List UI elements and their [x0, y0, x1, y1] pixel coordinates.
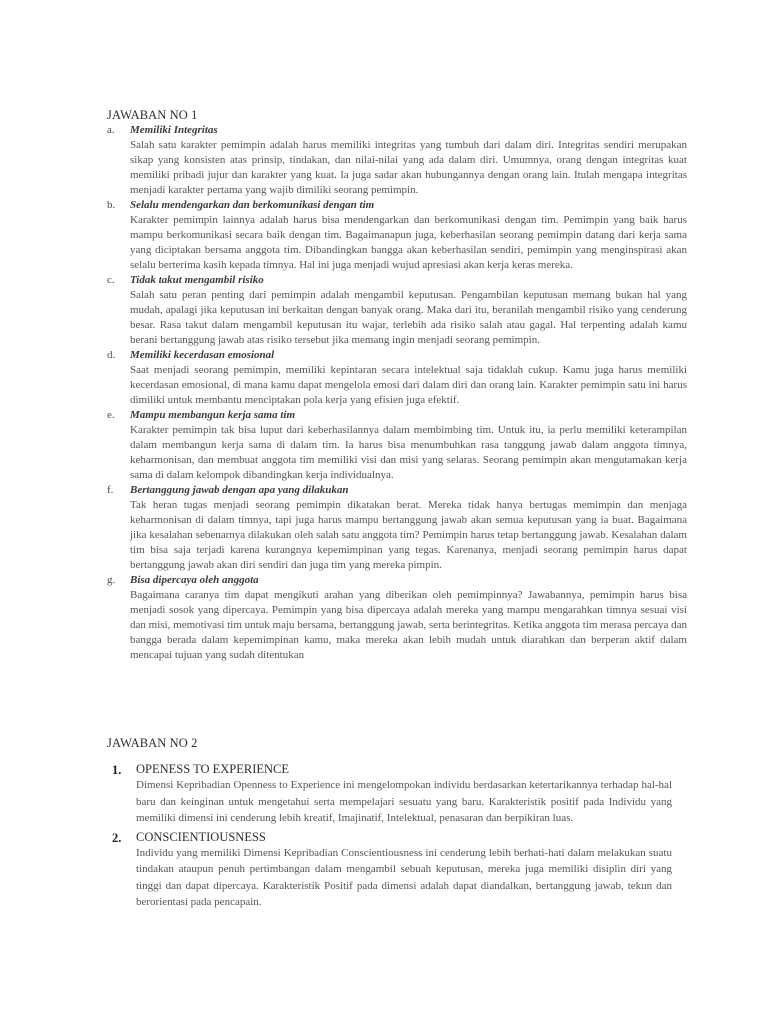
item-title: Memiliki kecerdasan emosional	[130, 349, 275, 361]
section-2-heading: JAWABAN NO 2	[107, 736, 198, 750]
item-body: Karakter pemimpin tak bisa luput dari keberhasilannya dalam membimbing tim. Untuk itu, ia perlu memiliki keterampilan dalam membangun kerja sama di dalam tim. Ia harus bisa menumbuhkan rasa tanggung jawab dalam anggota timnya, keharmonisan, dan membuat anggota tim memiliki visi dan misi yang selaras. Seorang pemimpin akan mengutamakan kerja sama di dalam kelompok dibandingkan kerja individualnya.	[130, 424, 687, 481]
list-marker: 2.	[112, 830, 122, 845]
list-item	[107, 483, 687, 573]
list-item	[107, 198, 687, 273]
item-body: Tak heran tugas menjadi seorang pemimpin dikatakan berat. Mereka tidak hanya bertugas memimpin dan menjaga keharmonisan di dalam timnya, tapi juga harus mampu bertanggung jawab akan semua keputusan yang ia buat. Bagaimana jika kesalahan sebenarnya dilakukan oleh salah satu anggota tim? Pemimpin harus tetap bertanggung jawab. Kesalahan dalam tim bisa saja terjadi karena kurangnya kepemimpinan yang tegas. Karenanya, menjadi seorang pemimpin harus dapat bertanggung jawab akan diri sendiri dan juga tim yang mereka pimpin.	[130, 499, 687, 571]
list-item	[107, 408, 687, 483]
item-body: Dimensi Kepribadian Openness to Experience ini mengelompokan individu berdasarkan ketertarikannya terhadap hal-hal baru dan keinginan untuk mengetahui serta mempelajari sesuatu yang baru. Karakteristik positif pada Individu yang memiliki dimensi ini cenderung lebih kreatif, Imajinatif, Intelektual, penasaran dan berpikiran luas.	[136, 779, 672, 824]
list-item	[107, 273, 687, 348]
item-body: Individu yang memiliki Dimensi Kepribadian Conscientiousness ini cenderung lebih berhati-hati dalam melakukan suatu tindakan ataupun penuh pertimbangan dalam mengambil sebuah keputusan, mereka juga memiliki disiplin diri yang tinggi dan dapat dipercaya. Karakteristik Positif pada dimensi adalah dapat diandalkan, bertanggung jawab, tekun dan berorientasi pada pencapain.	[136, 846, 672, 908]
list-marker: c.	[107, 274, 115, 286]
item-title: CONSCIENTIOUSNESS	[136, 829, 266, 844]
section-1-list	[107, 123, 687, 663]
item-title: Selalu mendengarkan dan berkomunikasi dengan tim	[130, 199, 375, 211]
item-title: Memiliki Integritas	[130, 124, 218, 136]
section-2-list	[112, 761, 672, 913]
item-body: Salah satu peran penting dari pemimpin adalah mengambil keputusan. Pengambilan keputusan memang bukan hal yang mudah, apalagi jika keputusan ini berkaitan dengan banyak orang. Maka dari itu, beranilah mengambil risiko yang cenderung besar. Rasa takut dalam mengambil keputusan itu wajar, terlebih ada risiko salah atau gagal. Hal terpenting adalah kamu berani bertanggung jawab atas risiko tersebut jika memang ingin menjadi seorang pemimpin.	[130, 289, 687, 346]
item-title: Bertanggung jawab dengan apa yang dilakukan	[130, 484, 349, 496]
item-body: Salah satu karakter pemimpin adalah harus memiliki integritas yang tumbuh dari dalam diri. Integritas sendiri merupakan sikap yang konsisten atas prinsip, tindakan, dan nilai-nilai yang ada dalam diri. Umumnya, orang dengan integritas kuat memiliki pribadi jujur dan karakter yang kuat. Ia juga sadar akan hubungannya dengan orang lain. Itulah mengapa integritas menjadi karakter pertama yang wajib dimiliki seorang pemimpin.	[130, 139, 687, 196]
list-item	[107, 123, 687, 198]
item-body: Saat menjadi seorang pemimpin, memiliki kepintaran secara intelektual saja tidaklah cukup. Kamu juga harus memiliki kecerdasan emosional, di mana kamu dapat mengelola emosi dari dalam diri dan orang lain. Karakter pemimpin satu ini harus dimiliki untuk membantu menciptakan pola kerja yang efisien juga efektif.	[130, 364, 687, 406]
list-item	[107, 573, 687, 663]
list-marker: a.	[107, 124, 115, 136]
list-item	[107, 348, 687, 408]
list-marker: d.	[107, 349, 116, 361]
section-1-heading: JAWABAN NO 1	[107, 108, 198, 122]
item-body: Bagaimana caranya tim dapat mengikuti arahan yang diberikan oleh pemimpinnya? Jawabannya, pemimpin harus bisa menjadi sosok yang dipercaya. Pemimpin yang bisa dipercaya adalah mereka yang mampu mengarahkan timnya sesuai visi dan misi, memotivasi tim untuk maju bersama, bertanggung jawab, serta berintegritas. Ketika anggota tim merasa percaya dan bangga berada dalam kepemimpinan kamu, maka mereka akan lebih mudah untuk diarahkan dan berperan aktif dalam mencapai tujuan yang sudah ditentukan	[130, 589, 687, 661]
item-title: OPENESS TO EXPERIENCE	[136, 762, 290, 776]
list-marker: 1.	[112, 763, 122, 777]
list-item	[112, 829, 672, 911]
list-marker: f.	[107, 484, 114, 496]
item-title: Mampu membangun kerja sama tim	[130, 409, 296, 421]
list-marker: e.	[107, 409, 115, 421]
item-title: Bisa dipercaya oleh anggota	[130, 574, 259, 586]
list-marker: b.	[107, 199, 116, 211]
list-marker: g.	[107, 574, 116, 586]
item-title: Tidak takut mengambil risiko	[130, 274, 264, 286]
item-body: Karakter pemimpin lainnya adalah harus bisa mendengarkan dan berkomunikasi dengan tim. Pemimpin yang baik harus mampu berkomunikasi secara baik dengan tim. Bagaimanapun juga, keberhasilan seorang pemimpin datang dari kerja sama yang diciptakan bersama anggota tim. Dibandingkan bangga akan keberhasilan sendiri, pemimpin yang menginspirasi akan selalu berterima kasih kepada timnya. Hal ini juga menjadi wujud apresiasi akan kerja keras mereka.	[130, 214, 687, 271]
list-item	[112, 761, 672, 827]
